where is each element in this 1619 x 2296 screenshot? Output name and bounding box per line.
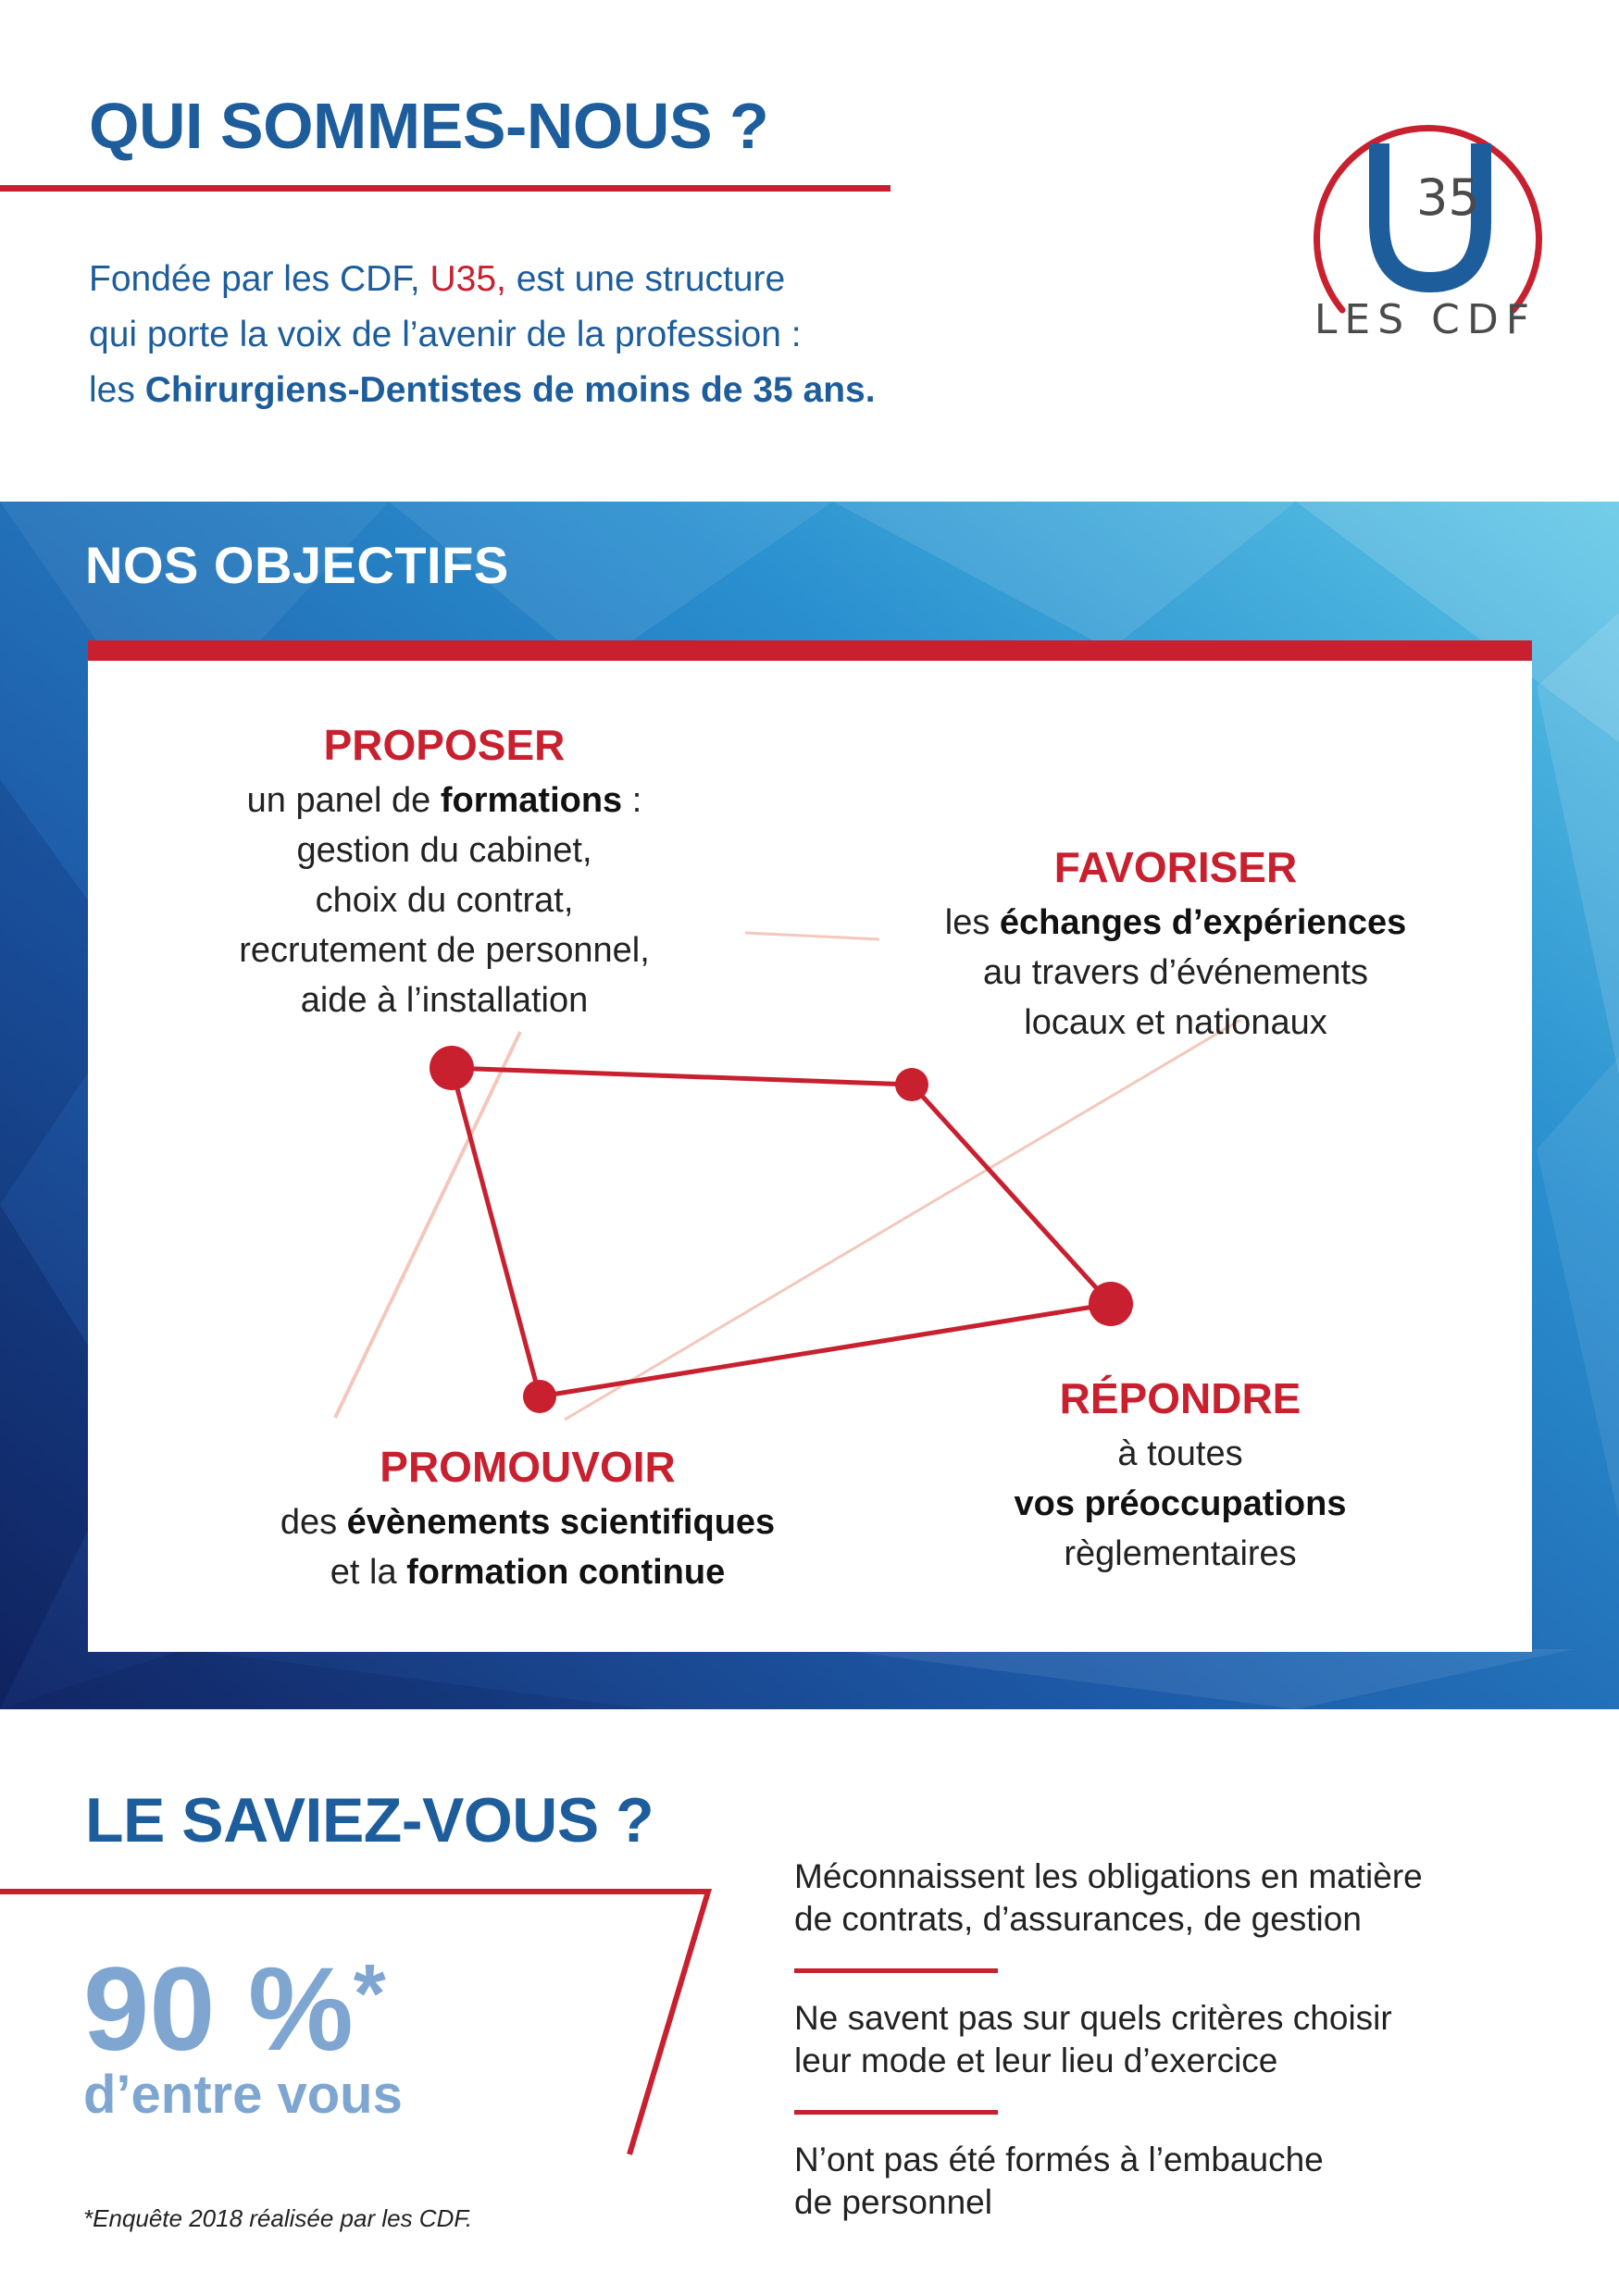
facts-list	[794, 1855, 1572, 2224]
intro-line-1: Fondée par les CDF, U35, est une structure	[89, 259, 786, 299]
connector-lines	[452, 1068, 1111, 1396]
fact-separator	[794, 1968, 998, 1973]
stats-title: LE SAVIEZ-VOUS ?	[85, 1785, 654, 1855]
page-title: QUI SOMMES-NOUS ?	[89, 90, 769, 162]
node-proposer	[430, 1046, 474, 1090]
intro-line-3: les Chirurgiens-Dentistes de moins de 35 ans.	[89, 370, 876, 410]
objective-heading: FAVORISER	[1053, 843, 1298, 891]
stat-footnote: *Enquête 2018 réalisée par les CDF.	[83, 2204, 473, 2232]
node-favoriser	[895, 1068, 928, 1101]
objectives-title: NOS OBJECTIFS	[85, 536, 509, 594]
objective-repondre: RÉPONDRE à toutes vos préoccupations règlementaires	[935, 1371, 1426, 1579]
objective-heading: PROPOSER	[323, 721, 566, 769]
objective-favoriser: FAVORISER les échanges d’expériences au travers d’événements locaux et nationaux	[879, 840, 1472, 1048]
fact-item: Ne savent pas sur quels critères choisir leur mode et leur lieu d’exercice	[794, 1999, 1392, 2079]
objective-heading: PROMOUVOIR	[380, 1443, 676, 1491]
intro-text	[89, 252, 1015, 418]
objective-proposer: PROPOSER un panel de formations : gestion du cabinet, choix du contrat, recrutement de personnel, aide à l’installation	[176, 718, 713, 1025]
objective-heading: RÉPONDRE	[1059, 1374, 1301, 1422]
fact-item: N’ont pas été formés à l’embauche de personnel	[794, 2141, 1324, 2221]
objective-promouvoir: PROMOUVOIR des évènements scientifiques et la formation continue	[213, 1440, 842, 1597]
logo-tagline: LES CDF	[1314, 296, 1538, 343]
fact-separator	[794, 2110, 998, 2115]
fact-item: Méconnaissent les obligations en matière de contrats, d’assurances, de gestion	[794, 1857, 1423, 1938]
accent-line	[745, 933, 879, 939]
node-promouvoir	[523, 1380, 556, 1413]
u35-highlight: U35,	[430, 259, 506, 299]
logo-badge-text: 35	[1416, 168, 1480, 227]
node-repondre	[1089, 1282, 1133, 1326]
title-underline	[0, 185, 890, 192]
intro-line-2: qui porte la voix de l’avenir de la profession :	[89, 315, 802, 354]
stat-number: 90 %*	[83, 1943, 386, 2076]
stat-label: d’entre vous	[83, 2065, 403, 2125]
